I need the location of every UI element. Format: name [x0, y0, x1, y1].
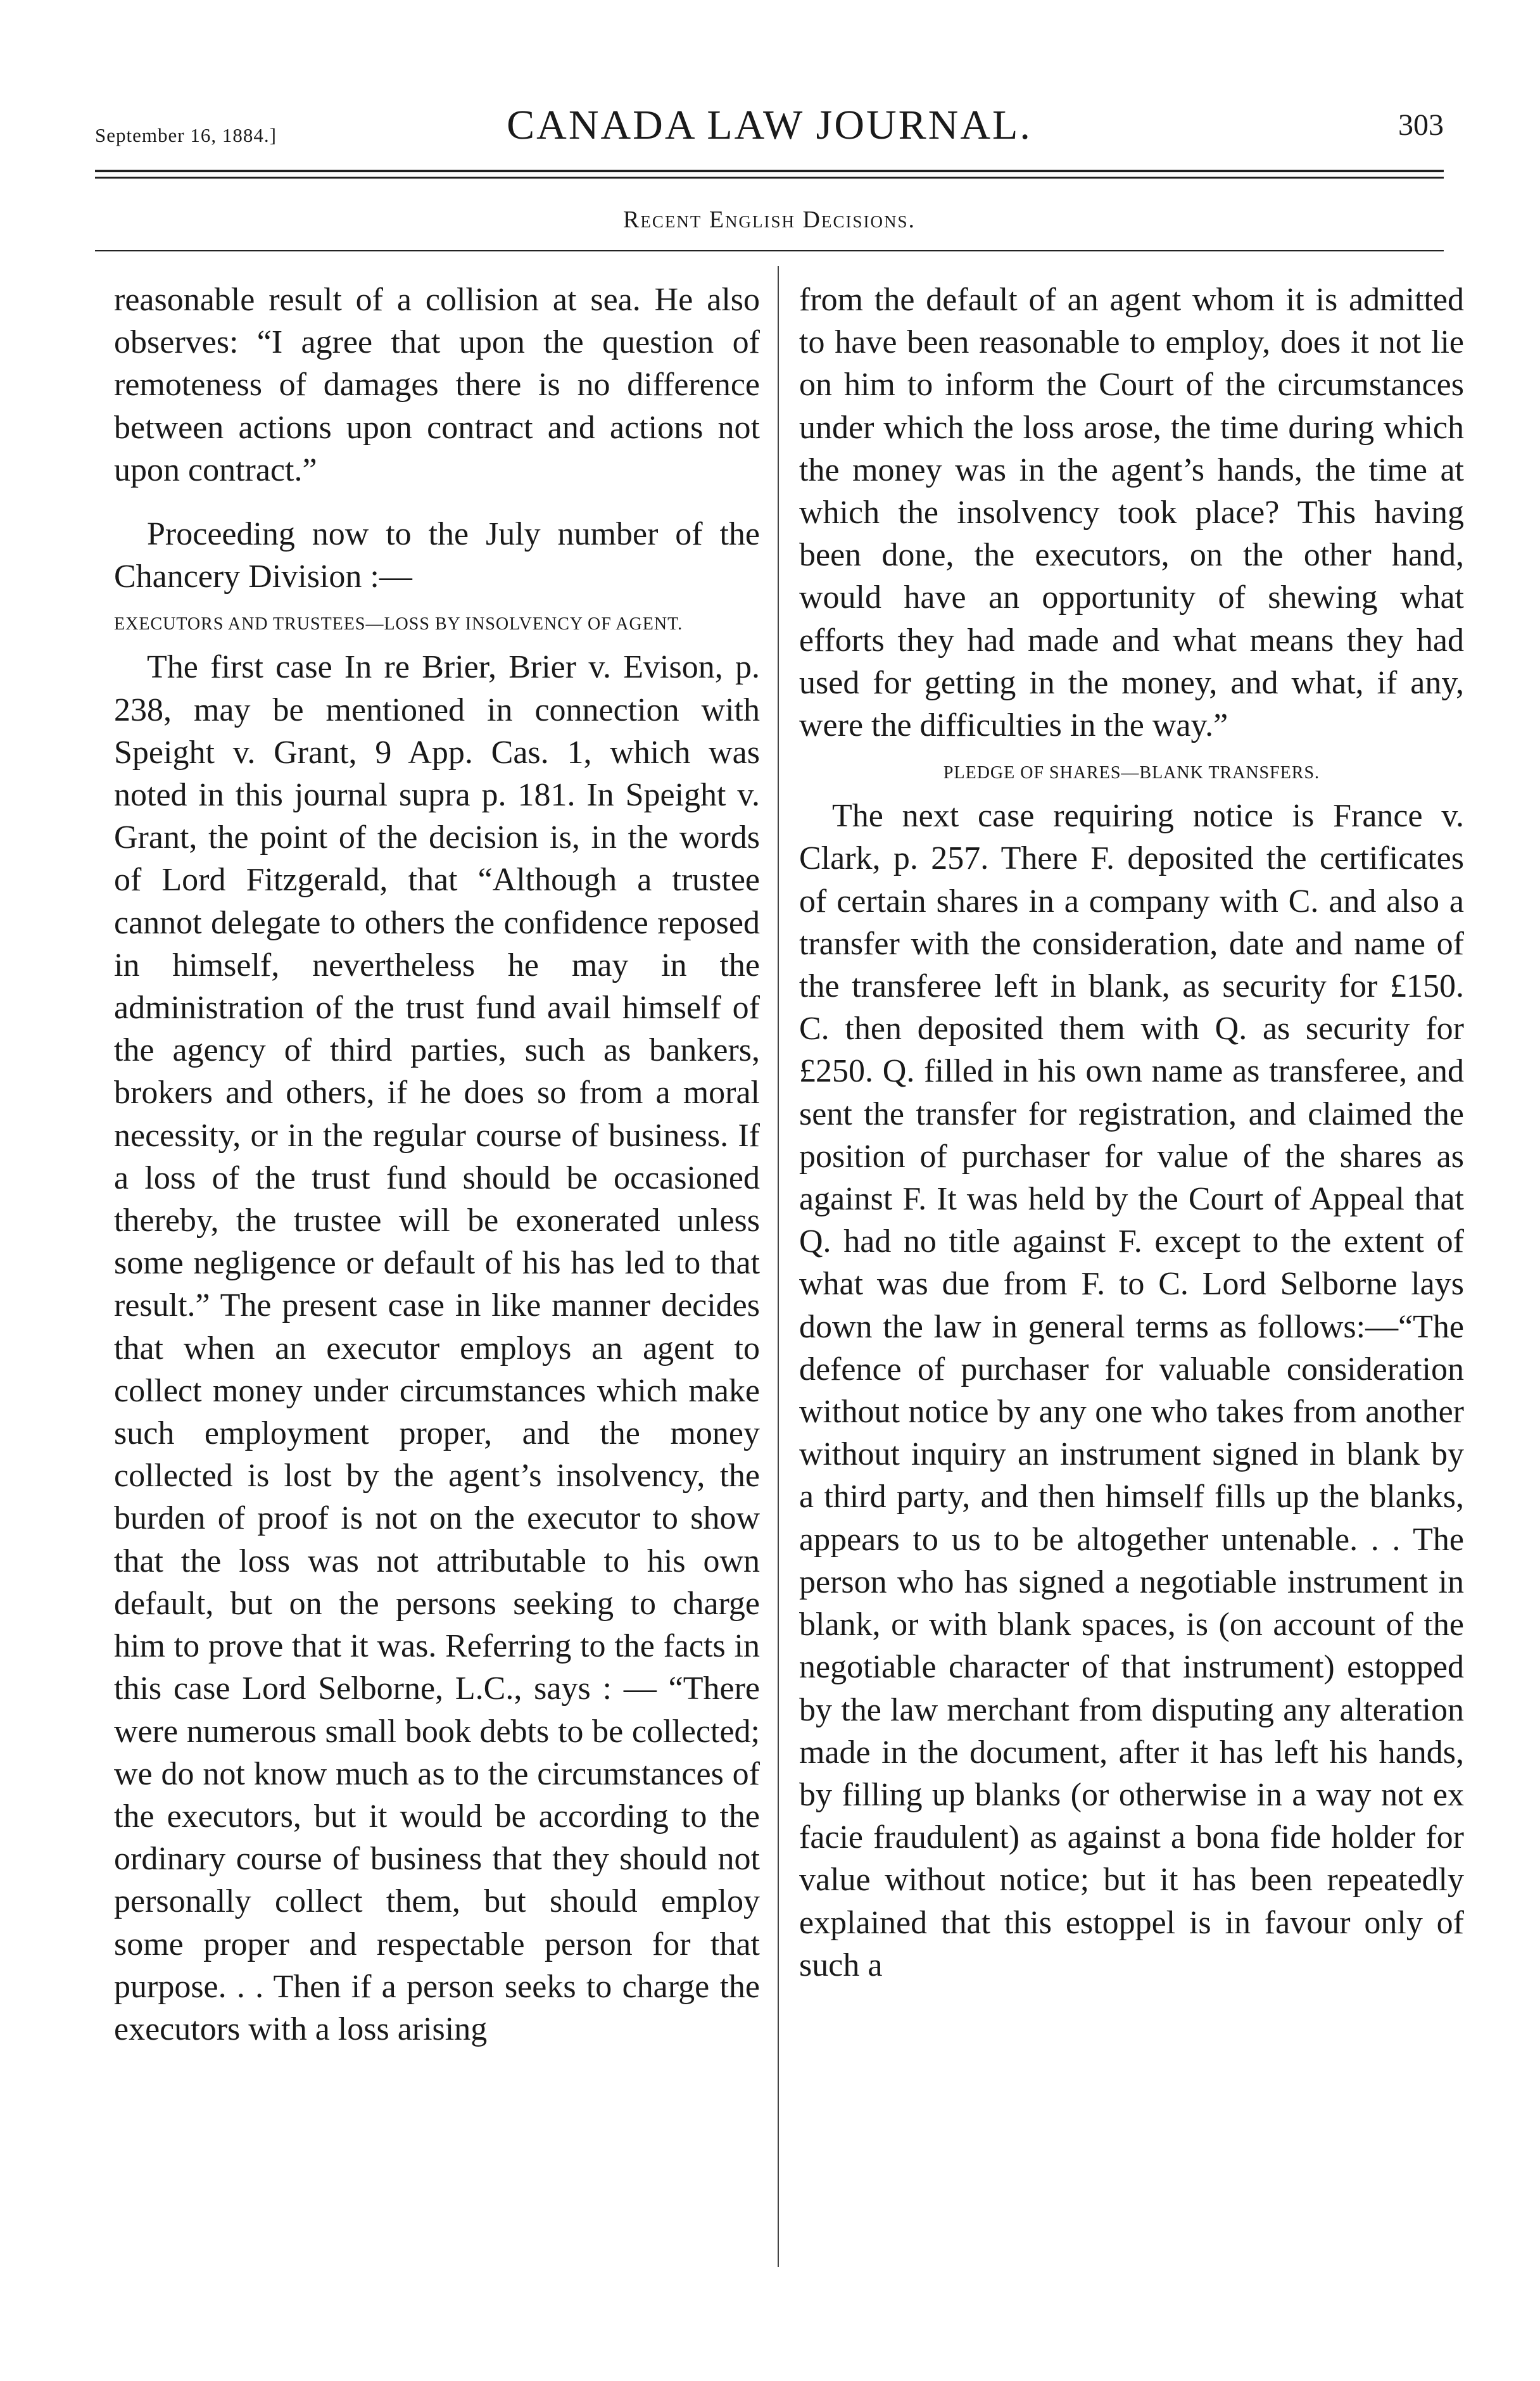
journal-title: CANADA LAW JOURNAL. — [507, 102, 1032, 148]
page-number: 303 — [1398, 108, 1444, 142]
paragraph: The first case In re Brier, Brier v. Evison, p. 238, may be mentioned in connection with Speight v. Grant, 9 App. Cas. 1, which was noted in this journal supra p. 181. In Speight v. Grant, the point of the decision is, in the words of Lord Fitzgerald, that “Although a trustee cannot delegate to others the confidence reposed in himself, nevertheless he may in the administration of the trust fund avail himself of the agency of third parties, such as bankers, brokers and others, if he does so from a moral necessity, or in the regular course of business. If a loss of the trust fund should be occasioned thereby, the trustee will be exonerated unless some negligence or default of his has led to that result.” The present case in like manner decides that when an executor employs an agent to collect money under circumstances which make such employment proper, and the money collected is lost by the agent’s insolvency, the burden of proof is not on the executor to show that the loss was not attributable to his own default, but on the persons seeking to charge him to prove that it was. Referring to the facts in this case Lord Selborne, L.C., says : — “There were numerous small book debts to be collected; we do not know much as to the circumstances of the executors, but it would be according to the ordinary course of business that they should not personally collect them, but should employ some proper and respectable person for that purpose. . . Then if a person seeks to charge the executors with a loss arising — [114, 649, 760, 2047]
section-rule — [95, 250, 1444, 251]
left-column — [114, 279, 760, 2050]
paragraph: Proceeding now to the July number of the Chancery Division :— — [114, 516, 760, 595]
paragraph: reasonable result of a collision at sea. He also observes: “I agree that upon the question of remoteness of damages there is no difference between actions upon contract and actions not upon contract.” — [114, 282, 760, 488]
paragraph: from the default of an agent whom it is admitted to have been reasonable to employ, does it not lie on him to inform the Court of the circumstances under which the loss arose, the time during which the money was in the agent’s hands, the time at which the insolvency took place? This having been done, the executors, on the other hand, would have an opportunity of shewing what efforts they had made and what means they had used for getting in the money, and what, if any, were the difficulties in the way.” — [799, 282, 1464, 744]
section-heading: EXECUTORS AND TRUSTEES—LOSS BY INSOLVENCY OF AGENT. — [114, 614, 683, 635]
paragraph: The next case requiring notice is France v. Clark, p. 257. There F. deposited the certificates of certain shares in a company with C. and also a transfer with the consideration, date and name of the transferee left in blank, as security for £150. C. then deposited them with Q. as security for £250. Q. filled in his own name as transferee, and sent the transfer for registration, and claimed the position of purchaser for value of the shares as against F. It was held by the Court of Appeal that Q. had no title against F. except to the extent of what was due from F. to C. Lord Selborne lays down the law in general terms as follows:—“The defence of purchaser for valuable consideration without notice by any one who takes from another without inquiry an instrument signed in blank by a third party, and then himself fills up the blanks, appears to us to be altogether untenable. . . The person who has signed a negotiable instrument in blank, or with blank spaces, is (on account of the negotiable character of that instrument) estopped by the law merchant from disputing any alteration made in the document, after it has left his hands, by filling up blanks (or otherwise in a way not ex facie fraudulent) as against a bona fide holder for value without notice; but it has been repeatedly explained that this estoppel is in favour only of such a — [799, 798, 1464, 1983]
section-title: Recent English Decisions. — [623, 206, 916, 233]
section-heading: PLEDGE OF SHARES—BLANK TRANSFERS. — [943, 763, 1320, 783]
right-column — [799, 279, 1464, 1986]
column-divider — [778, 266, 779, 2267]
issue-date: September 16, 1884.] — [95, 124, 277, 146]
running-header — [95, 101, 1444, 158]
header-double-rule — [95, 170, 1444, 179]
